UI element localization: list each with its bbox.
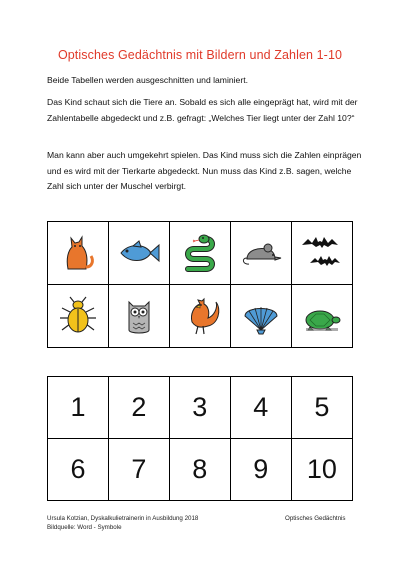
- paragraph-cut-out: Beide Tabellen werden ausgeschnitten und laminiert.: [47, 75, 248, 85]
- shell-icon: [237, 292, 285, 340]
- fish-icon: [115, 229, 163, 277]
- animal-row-1: [48, 222, 353, 285]
- animal-cell-fish: [109, 222, 170, 285]
- footer-image-source: Bildquelle: Word - Symbole: [47, 524, 122, 531]
- number-row-1: [48, 377, 353, 439]
- animal-cell-owl: [109, 285, 170, 348]
- turtle-icon: [298, 292, 346, 340]
- number-cell: 8: [169, 439, 230, 501]
- footer-credits: [47, 514, 198, 532]
- number-cell: 7: [108, 439, 169, 501]
- owl-icon: [115, 292, 163, 340]
- footer-doc-title: Optisches Gedächtnis: [285, 515, 346, 522]
- bats-icon: [298, 229, 346, 277]
- number-cell: 4: [230, 377, 291, 439]
- number-cell: 10: [291, 439, 352, 501]
- animal-cell-cat: [48, 222, 109, 285]
- animal-cell-turtle: [292, 285, 353, 348]
- number-cell: 6: [48, 439, 109, 501]
- snake-icon: [176, 229, 224, 277]
- footer-author: Ursula Kotzian, Dyskalkulietrainerin in Ausbildung 2018: [47, 515, 199, 522]
- number-cell: 9: [230, 439, 291, 501]
- page-title: Optisches Gedächtnis mit Bildern und Zahlen 1-10: [57, 48, 343, 62]
- number-cell: 3: [169, 377, 230, 439]
- number-cell: 5: [291, 377, 352, 439]
- cat-icon: [54, 229, 102, 277]
- animal-row-2: [48, 285, 353, 348]
- animal-cell-rooster: [170, 285, 231, 348]
- animal-table: [47, 221, 353, 348]
- animal-cell-mouse: [231, 222, 292, 285]
- number-cell: 2: [108, 377, 169, 439]
- animal-cell-beetle: [48, 285, 109, 348]
- number-row-2: [48, 439, 353, 501]
- animal-cell-snake: [170, 222, 231, 285]
- rooster-icon: [176, 292, 224, 340]
- mouse-icon: [237, 229, 285, 277]
- number-cell: 1: [48, 377, 109, 439]
- paragraph-instructions: Das Kind schaut sich die Tiere an. Sobald es sich alle eingeprägt hat, wird mit der Zahlentabelle abgedeckt und z.B. gefragt: „Welches Tier liegt unter der Zahl 10?“: [47, 97, 358, 123]
- beetle-icon: [54, 292, 102, 340]
- animal-cell-bats: [292, 222, 353, 285]
- animal-cell-shell: [231, 285, 292, 348]
- number-table: [47, 376, 353, 501]
- paragraph-reverse-game: Man kann aber auch umgekehrt spielen. Das Kind muss sich die Zahlen einprägen und es wird mit der Tierkarte abgedeckt. Nun muss das Kind z.B. sagen, welche Zahl sich unter der Muschel verbirgt.: [47, 150, 362, 191]
